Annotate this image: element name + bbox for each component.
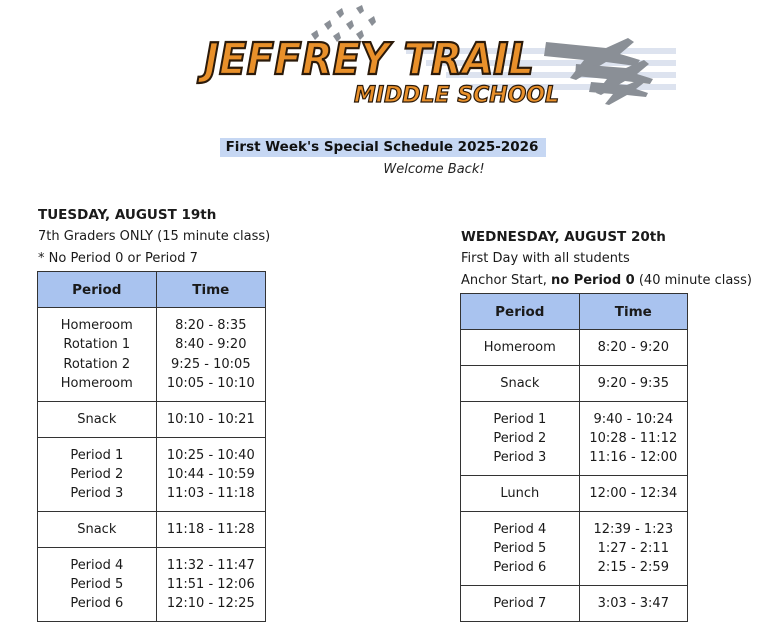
time-cell bbox=[579, 366, 687, 402]
period-cell bbox=[38, 512, 157, 548]
period-cell bbox=[38, 308, 157, 402]
table-row bbox=[461, 402, 688, 476]
day-tuesday bbox=[38, 204, 270, 270]
period-name: Homeroom bbox=[60, 375, 133, 391]
period-name: Period 6 bbox=[493, 560, 547, 576]
logo-line2: MIDDLE SCHOOL bbox=[354, 83, 559, 108]
period-name: Period 3 bbox=[70, 486, 124, 502]
day-note-rich bbox=[461, 270, 752, 292]
table-row bbox=[461, 512, 688, 586]
period-name: Period 6 bbox=[70, 596, 124, 612]
period-time: 12:39 - 1:23 bbox=[593, 521, 674, 537]
time-cell bbox=[579, 476, 687, 512]
period-cell bbox=[461, 586, 580, 622]
schedule-title: First Week's Special Schedule 2025-2026 bbox=[220, 138, 547, 157]
period-name: Period 1 bbox=[70, 447, 124, 463]
period-name: Snack bbox=[77, 411, 117, 427]
time-cell bbox=[156, 308, 265, 402]
period-name: Rotation 2 bbox=[63, 356, 131, 372]
table-row bbox=[38, 438, 266, 512]
period-name: Period 7 bbox=[493, 595, 547, 611]
note-text: Anchor Start, bbox=[461, 273, 551, 288]
table-header-row bbox=[461, 294, 688, 330]
column-header-time: Time bbox=[579, 294, 687, 330]
period-name: Period 2 bbox=[493, 430, 547, 446]
period-time: 8:40 - 9:20 bbox=[175, 337, 247, 353]
period-cell bbox=[461, 402, 580, 476]
table-row bbox=[38, 512, 266, 548]
period-cell bbox=[461, 366, 580, 402]
table-header-row bbox=[38, 272, 266, 308]
school-logo bbox=[196, 4, 676, 112]
day-heading: WEDNESDAY, AUGUST 20th bbox=[461, 229, 666, 245]
schedule-table-wednesday bbox=[460, 293, 688, 622]
period-time: 2:15 - 2:59 bbox=[597, 560, 669, 576]
time-cell bbox=[579, 402, 687, 476]
day-note: First Day with all students bbox=[461, 251, 630, 266]
day-note: 7th Graders ONLY (15 minute class) bbox=[38, 229, 271, 244]
time-cell bbox=[579, 330, 687, 366]
period-cell bbox=[461, 512, 580, 586]
period-time: 12:00 - 12:34 bbox=[589, 485, 678, 501]
table-row bbox=[461, 476, 688, 512]
period-time: 11:32 - 11:47 bbox=[166, 557, 255, 573]
welcome-subtitle: Welcome Back! bbox=[383, 162, 485, 177]
period-cell bbox=[38, 438, 157, 512]
period-name: Period 4 bbox=[70, 557, 124, 573]
time-cell bbox=[579, 586, 687, 622]
time-cell bbox=[156, 512, 265, 548]
period-time: 12:10 - 12:25 bbox=[166, 596, 255, 612]
period-name: Period 4 bbox=[493, 521, 547, 537]
table-row bbox=[38, 308, 266, 402]
period-time: 11:51 - 12:06 bbox=[166, 576, 255, 592]
period-time: 9:20 - 9:35 bbox=[597, 375, 669, 391]
period-cell bbox=[38, 548, 157, 622]
table-row bbox=[461, 330, 688, 366]
period-time: 9:40 - 10:24 bbox=[593, 411, 674, 427]
table-row bbox=[461, 586, 688, 622]
period-time: 1:27 - 2:11 bbox=[597, 540, 669, 556]
period-name: Period 3 bbox=[493, 450, 547, 466]
time-cell bbox=[156, 438, 265, 512]
period-name: Homeroom bbox=[60, 317, 133, 333]
column-header-period: Period bbox=[461, 294, 580, 330]
period-cell bbox=[461, 476, 580, 512]
period-time: 10:05 - 10:10 bbox=[166, 375, 255, 391]
table-row bbox=[38, 548, 266, 622]
period-name: Period 2 bbox=[70, 466, 124, 482]
period-name: Rotation 1 bbox=[63, 337, 131, 353]
period-time: 10:25 - 10:40 bbox=[166, 447, 255, 463]
time-cell bbox=[156, 548, 265, 622]
schedule-table-tuesday bbox=[37, 271, 266, 622]
column-header-time: Time bbox=[156, 272, 265, 308]
table-row bbox=[38, 402, 266, 438]
day-wednesday bbox=[461, 226, 752, 292]
day-heading: TUESDAY, AUGUST 19th bbox=[38, 207, 217, 223]
period-time: 11:16 - 12:00 bbox=[589, 450, 678, 466]
period-name: Snack bbox=[500, 375, 540, 391]
note-text: (40 minute class) bbox=[634, 273, 752, 288]
period-name: Snack bbox=[77, 521, 117, 537]
period-name: Period 5 bbox=[493, 540, 547, 556]
period-time: 9:25 - 10:05 bbox=[170, 356, 251, 372]
period-time: 10:28 - 11:12 bbox=[589, 430, 678, 446]
period-time: 11:18 - 11:28 bbox=[166, 521, 255, 537]
table-row bbox=[461, 366, 688, 402]
period-time: 10:44 - 10:59 bbox=[166, 466, 255, 482]
period-cell bbox=[461, 330, 580, 366]
period-time: 3:03 - 3:47 bbox=[597, 595, 669, 611]
period-time: 8:20 - 9:20 bbox=[597, 339, 669, 355]
column-header-period: Period bbox=[38, 272, 157, 308]
period-time: 10:10 - 10:21 bbox=[166, 411, 255, 427]
time-cell bbox=[579, 512, 687, 586]
period-name: Period 5 bbox=[70, 576, 124, 592]
day-note: * No Period 0 or Period 7 bbox=[38, 251, 198, 266]
period-name: Lunch bbox=[500, 485, 540, 501]
note-bold: no Period 0 bbox=[550, 273, 635, 288]
period-name: Period 1 bbox=[493, 411, 547, 427]
logo-line1: JEFFREY TRAIL bbox=[196, 34, 534, 85]
period-time: 8:20 - 8:35 bbox=[175, 317, 247, 333]
period-cell bbox=[38, 402, 157, 438]
period-time: 11:03 - 11:18 bbox=[166, 486, 255, 502]
time-cell bbox=[156, 402, 265, 438]
period-name: Homeroom bbox=[483, 339, 556, 355]
